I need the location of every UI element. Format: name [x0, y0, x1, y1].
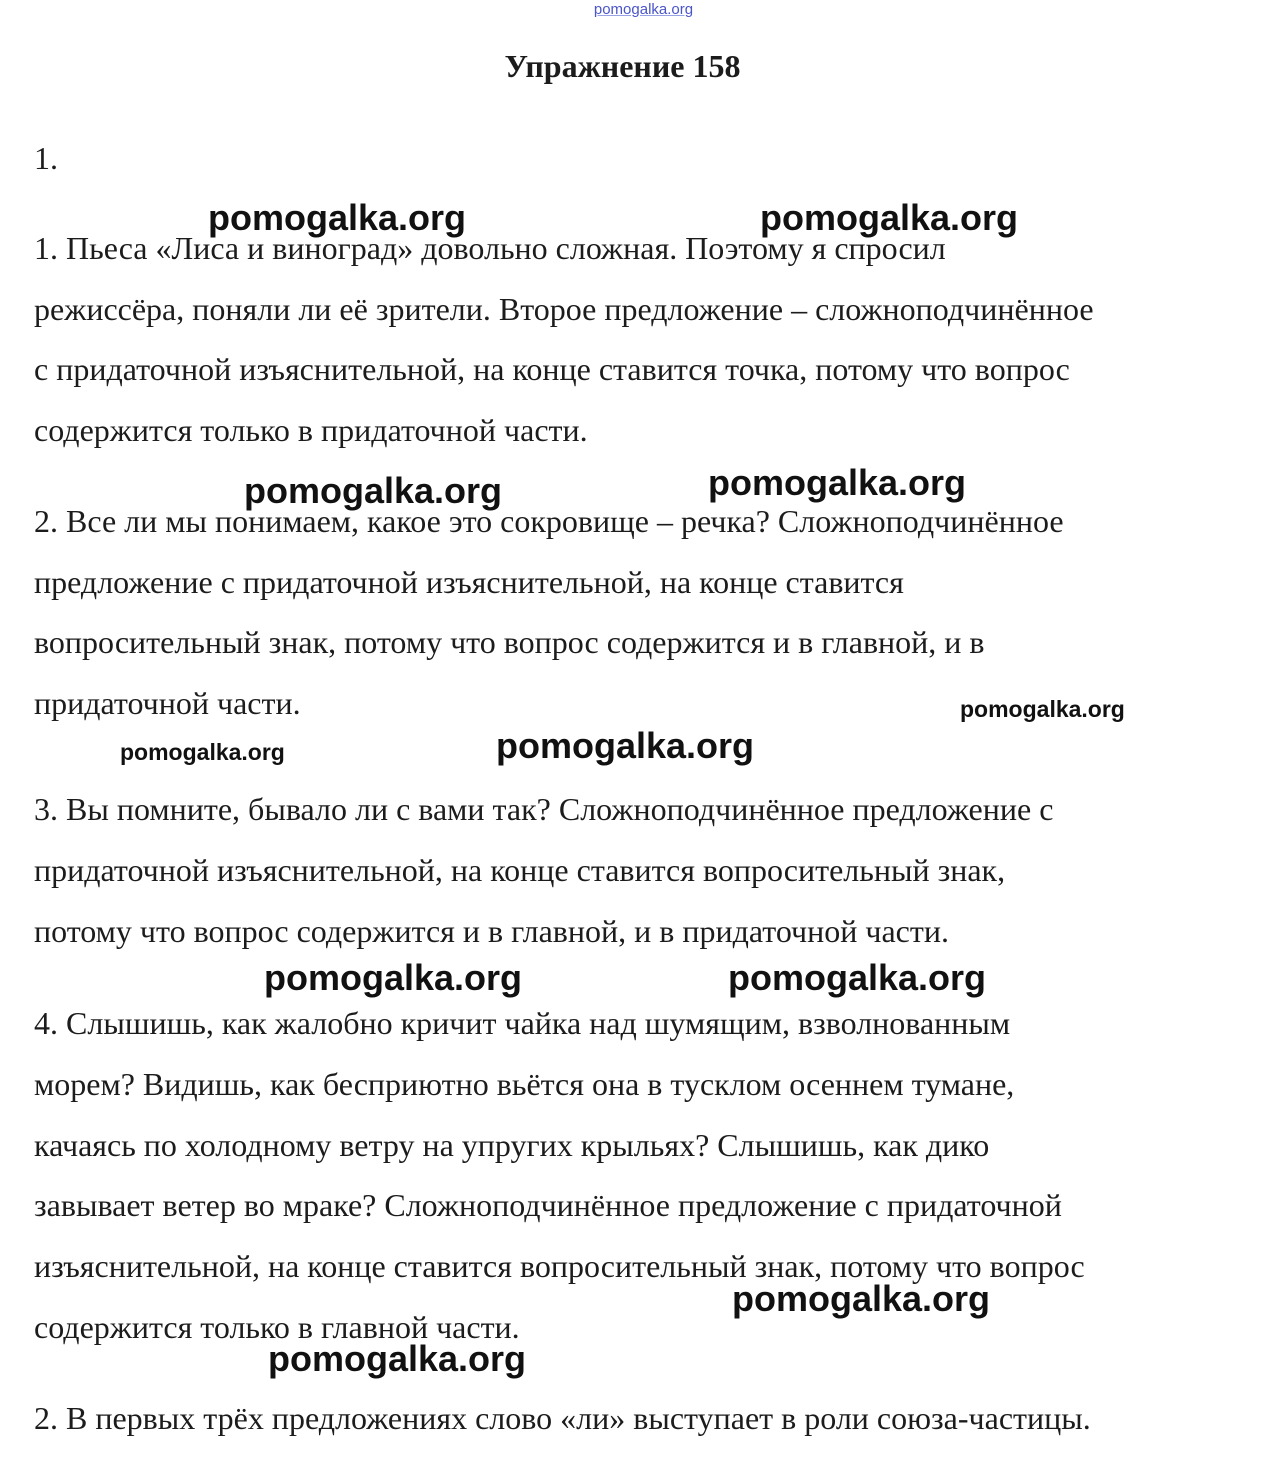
text-line-12: 4. Слышишь, как жалобно кричит чайка над шумящим, взволнованным	[34, 1005, 1011, 1041]
text-line-3: с придаточной изъяснительной, на конце ставится точка, потому что вопрос	[34, 351, 1070, 387]
watermark: pomogalka.org	[732, 1278, 991, 1319]
watermark: pomogalka.org	[960, 696, 1125, 722]
text-line-5: 2. Все ли мы понимаем, какое это сокровище – речка? Сложноподчинённое	[34, 503, 1064, 539]
watermark: pomogalka.org	[268, 1338, 527, 1379]
watermark: pomogalka.org	[708, 462, 967, 503]
section-number: 1.	[34, 140, 58, 176]
text-line-16: изъяснительной, на конце ставится вопросительный знак, потому что вопрос	[34, 1248, 1085, 1284]
text-line-15: завывает ветер во мраке? Сложноподчинённое предложение с придаточной	[34, 1187, 1062, 1223]
text-line-8: придаточной части.	[34, 685, 301, 721]
text-line-11: потому что вопрос содержится и в главной, и в придаточной части.	[34, 913, 949, 949]
text-line-7: вопросительный знак, потому что вопрос содержится и в главной, и в	[34, 624, 985, 660]
text-line-18: 2. В первых трёх предложениях слово «ли» выступает в роли союза-частицы.	[34, 1400, 1091, 1436]
watermark: pomogalka.org	[264, 957, 523, 998]
watermark: pomogalka.org	[208, 197, 467, 238]
watermark: pomogalka.org	[120, 739, 285, 765]
text-line-13: морем? Видишь, как бесприютно вьётся она в тусклом осеннем тумане,	[34, 1066, 1015, 1102]
site-header-link[interactable]: pomogalka.org	[593, 1, 694, 18]
text-line-4: содержится только в придаточной части.	[34, 412, 588, 448]
text-line-2: режиссёра, поняли ли её зрители. Второе предложение – сложноподчинённое	[34, 291, 1094, 327]
text-line-17: содержится только в главной части.	[34, 1309, 520, 1345]
text-line-6: предложение с придаточной изъяснительной, на конце ставится	[34, 564, 904, 600]
watermark: pomogalka.org	[728, 957, 987, 998]
text-line-1: 1. Пьеса «Лиса и виноград» довольно сложная. Поэтому я спросил	[34, 230, 946, 266]
text-line-10: придаточной изъяснительной, на конце ставится вопросительный знак,	[34, 852, 1006, 888]
page-title: Упражнение 158	[504, 48, 741, 84]
watermark: pomogalka.org	[496, 725, 755, 766]
watermark: pomogalka.org	[760, 197, 1019, 238]
watermark: pomogalka.org	[244, 470, 503, 511]
text-line-14: качаясь по холодному ветру на упругих крыльях? Слышишь, как дико	[34, 1127, 990, 1163]
text-line-9: 3. Вы помните, бывало ли с вами так? Сложноподчинённое предложение с	[34, 791, 1054, 827]
